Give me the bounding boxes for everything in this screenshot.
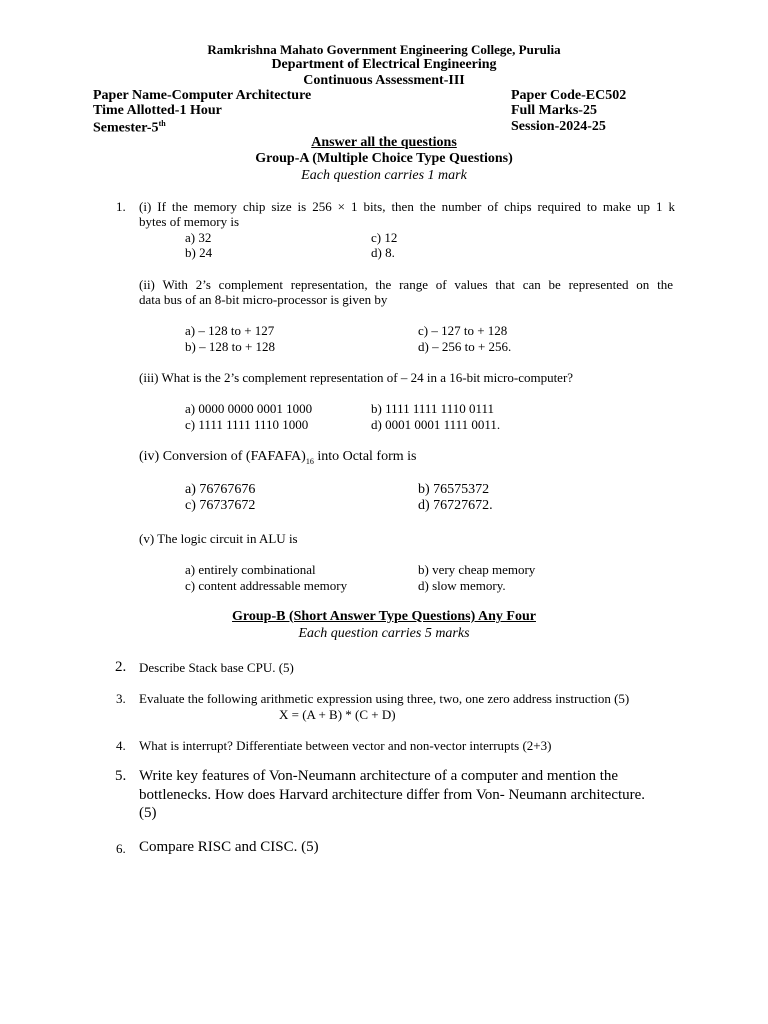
question-text: (iii) What is the 2’s complement representation of – 24 in a 16-bit micro-computer? (139, 370, 574, 385)
option: a) entirely combinational (185, 562, 316, 577)
question-text: (5) (139, 805, 157, 821)
question-text: (v) The logic circuit in ALU is (139, 531, 298, 546)
question-text: Evaluate the following arithmetic expression using three, two, one zero address instruction (5) (139, 691, 630, 706)
group-a-note: Each question carries 1 mark (301, 168, 467, 183)
question-number: 6. (116, 841, 126, 856)
question-text: (ii) With 2’s complement representation, the range of values that can be represented on the (139, 277, 673, 292)
option: d) – 256 to + 256. (418, 339, 512, 354)
option: d) slow memory. (418, 578, 506, 593)
option: d) 76727672. (418, 498, 493, 513)
full-marks: Full Marks-25 (511, 103, 597, 118)
question-text: bottlenecks. How does Harvard architecture differ from Von- Neumann architecture. (139, 787, 646, 803)
question-text: Describe Stack base CPU. (5) (139, 660, 294, 675)
semester: Semester-5th (93, 119, 166, 136)
option: d) 8. (371, 245, 395, 260)
question-number: 5. (115, 768, 127, 784)
option: c) 76737672 (185, 498, 256, 513)
option: b) very cheap memory (418, 562, 536, 577)
time-allotted: Time Allotted-1 Hour (93, 103, 222, 118)
expression: X = (A + B) * (C + D) (279, 707, 396, 722)
option: a) 76767676 (185, 482, 256, 497)
option: b) 1111 1111 1110 0111 (371, 401, 495, 416)
option: c) 12 (371, 230, 398, 245)
option: c) – 127 to + 128 (418, 323, 508, 338)
paper-name: Paper Name-Computer Architecture (93, 88, 312, 103)
option: b) 76575372 (418, 482, 490, 497)
question-text: bytes of memory is (139, 214, 240, 229)
option: a) 32 (185, 230, 212, 245)
option: c) content addressable memory (185, 578, 348, 593)
option: a) 0000 0000 0001 1000 (185, 401, 313, 416)
question-number: 1. (116, 199, 126, 214)
question-text: (iv) Conversion of $(FAFAFA)_{16}$ into Octal form is (139, 449, 417, 466)
group-a-title: Group-A (Multiple Choice Type Questions) (255, 151, 513, 166)
session: Session-2024-25 (511, 119, 606, 134)
group-b-note: Each question carries 5 marks (298, 626, 470, 641)
question-number: 3. (116, 691, 126, 706)
instructions: Answer all the questions (311, 135, 457, 150)
question-text: Write key features of Von-Neumann architecture of a computer and mention the (139, 768, 619, 784)
question-number: 4. (116, 738, 126, 753)
question-text: What is interrupt? Differentiate between vector and non-vector interrupts (2+3) (139, 738, 552, 753)
department-name: Department of Electrical Engineering (271, 57, 497, 72)
question-text: data bus of an 8-bit micro-processor is given by (139, 292, 388, 307)
exam-title: Continuous Assessment-III (303, 73, 465, 88)
paper-code: Paper Code-EC502 (511, 88, 627, 103)
question-text: (i) If the memory chip size is 256 × 1 bits, then the number of chips required to make up 1 k (139, 199, 675, 214)
option: b) 24 (185, 245, 213, 260)
option: d) 0001 0001 1111 0011. (371, 417, 501, 432)
college-name: Ramkrishna Mahato Government Engineering College, Purulia (207, 42, 561, 57)
group-b-title: Group-B (Short Answer Type Questions) Any Four (232, 609, 536, 624)
option: b) – 128 to + 128 (185, 339, 276, 354)
option: c) 1111 1111 1110 1000 (185, 417, 309, 432)
question-number: 2. (115, 659, 127, 675)
option: a) – 128 to + 127 (185, 323, 275, 338)
question-text: Compare RISC and CISC. (5) (139, 839, 319, 855)
